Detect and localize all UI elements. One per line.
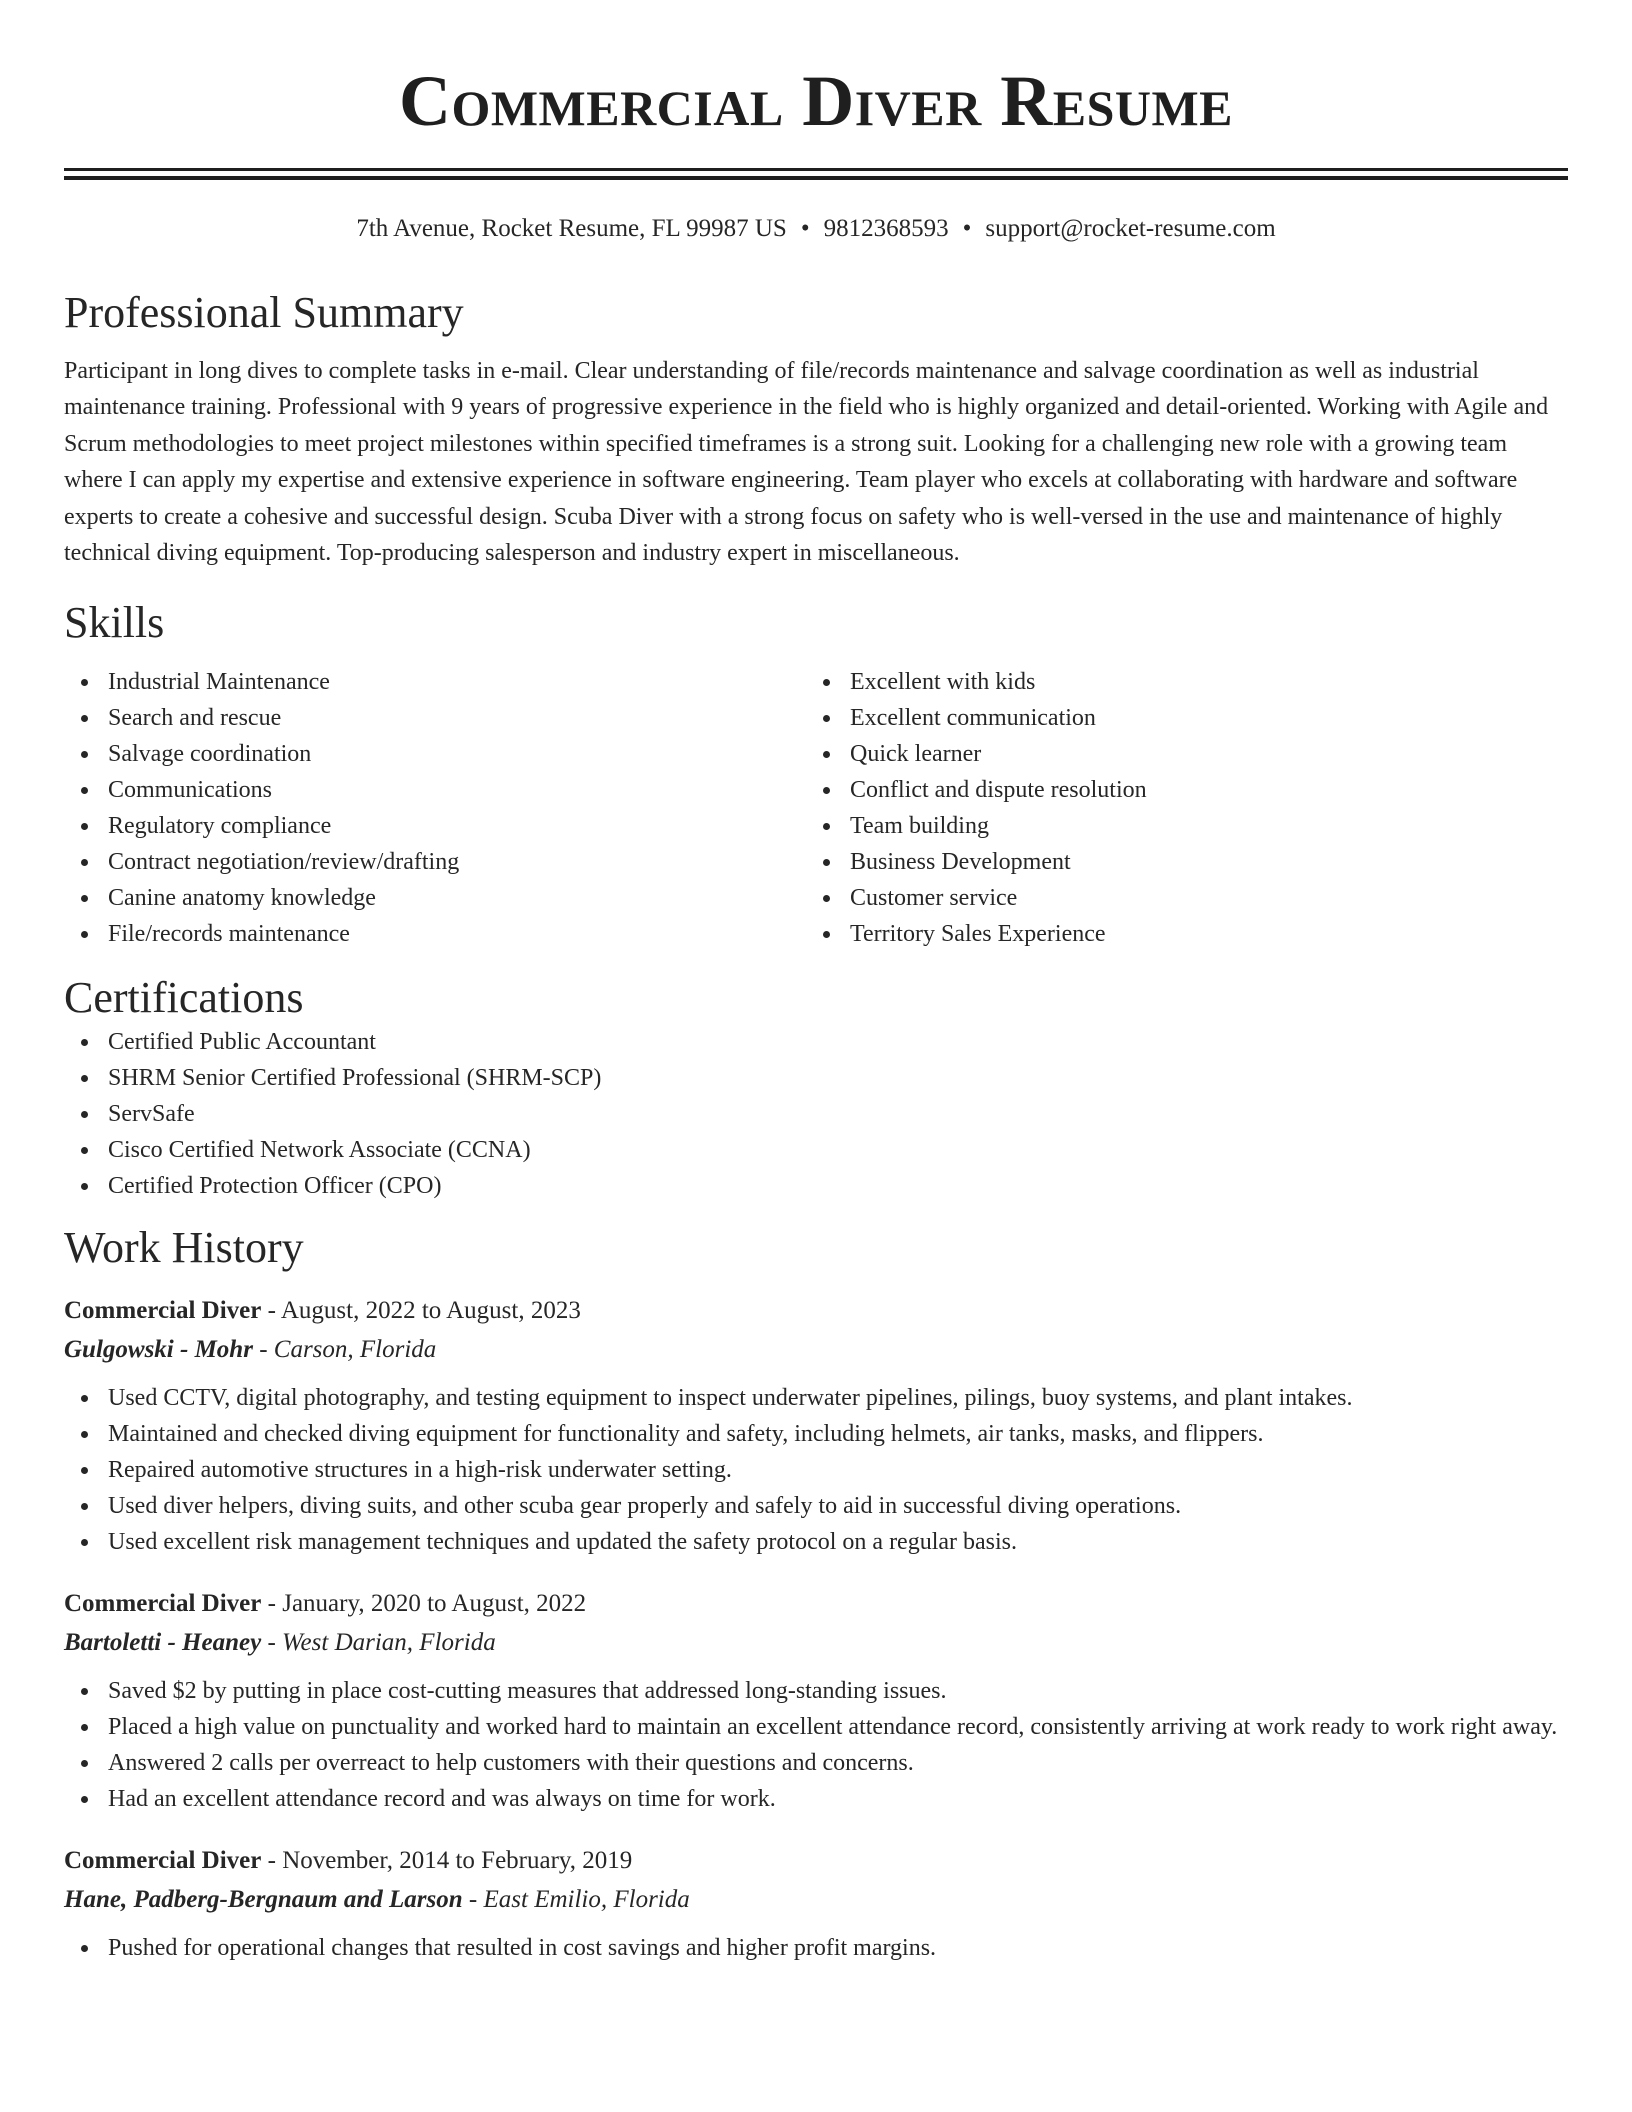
skill-item: Search and rescue — [64, 700, 806, 736]
job-title-line — [64, 1841, 1568, 1880]
job-duties-list — [64, 1673, 1568, 1817]
skill-item: Customer service — [806, 880, 1548, 916]
job-duty-item: Repaired automotive structures in a high-risk underwater setting. — [64, 1452, 1568, 1488]
job-entry — [64, 1841, 1568, 1966]
company-name: Hane, Padberg-Bergnaum and Larson — [64, 1886, 463, 1914]
certification-item: Certified Public Accountant — [64, 1024, 1568, 1060]
job-title: Commercial Diver — [64, 1297, 262, 1325]
skill-item: Regulatory compliance — [64, 808, 806, 844]
job-title: Commercial Diver — [64, 1590, 262, 1618]
certification-item: Certified Protection Officer (CPO) — [64, 1168, 1568, 1204]
job-duty-item: Saved $2 by putting in place cost-cutting measures that addressed long-standing issues. — [64, 1673, 1568, 1709]
job-duty-item: Used CCTV, digital photography, and testing equipment to inspect underwater pipelines, pilings, buoy systems, and plant intakes. — [64, 1380, 1568, 1416]
skill-item: Industrial Maintenance — [64, 664, 806, 700]
job-dates: - January, 2020 to August, 2022 — [261, 1590, 587, 1618]
skill-item: Canine anatomy knowledge — [64, 880, 806, 916]
skill-item: Excellent with kids — [806, 664, 1548, 700]
summary-heading: Professional Summary — [64, 288, 464, 337]
contact-separator: • — [962, 215, 972, 242]
job-title-line — [64, 1584, 1568, 1623]
resume-page — [64, 0, 1568, 1966]
company-line — [64, 1623, 1568, 1662]
company-line — [64, 1330, 1568, 1369]
work-history-heading: Work History — [64, 1223, 304, 1273]
resume-title: Commercial Diver Resume — [398, 61, 1234, 141]
contact-line — [64, 213, 1568, 245]
job-dates: - November, 2014 to February, 2019 — [261, 1847, 633, 1875]
certifications-heading: Certifications — [64, 973, 304, 1023]
certifications-list — [64, 1024, 1568, 1204]
certification-item: ServSafe — [64, 1096, 1568, 1132]
skill-item: Team building — [806, 808, 1548, 844]
contact-email[interactable]: support@rocket-resume.com — [985, 215, 1276, 242]
job-duty-item: Pushed for operational changes that resulted in cost savings and higher profit margins. — [64, 1930, 1568, 1966]
company-location: - West Darian, Florida — [261, 1629, 496, 1657]
skill-item: Quick learner — [806, 736, 1548, 772]
company-name: Gulgowski - Mohr — [64, 1336, 253, 1364]
job-title-line — [64, 1291, 1568, 1330]
job-dates: - August, 2022 to August, 2023 — [261, 1297, 581, 1325]
title-divider-bottom — [64, 176, 1568, 180]
job-duty-item: Maintained and checked diving equipment for functionality and safety, including helmets, air tanks, masks, and flippers. — [64, 1416, 1568, 1452]
company-location: - East Emilio, Florida — [462, 1886, 690, 1914]
skills-list-right — [806, 664, 1548, 952]
skill-item: Salvage coordination — [64, 736, 806, 772]
job-duty-item: Answered 2 calls per overreact to help customers with their questions and concerns. — [64, 1745, 1568, 1781]
skill-item: Excellent communication — [806, 700, 1548, 736]
contact-separator: • — [800, 215, 810, 242]
job-duties-list — [64, 1380, 1568, 1560]
company-location: - Carson, Florida — [252, 1336, 437, 1364]
contact-address: 7th Avenue, Rocket Resume, FL 99987 US — [356, 215, 787, 242]
certification-item: Cisco Certified Network Associate (CCNA) — [64, 1132, 1568, 1168]
certification-item: SHRM Senior Certified Professional (SHRM-SCP) — [64, 1060, 1568, 1096]
job-duty-item: Placed a high value on punctuality and worked hard to maintain an excellent attendance record, consistently arriving at work ready to work right away. — [64, 1709, 1568, 1745]
company-line — [64, 1880, 1568, 1919]
job-duty-item: Had an excellent attendance record and was always on time for work. — [64, 1781, 1568, 1817]
summary-text: Participant in long dives to complete tasks in e-mail. Clear understanding of file/records maintenance and salvage coordination as well as industrial maintenance training. Professional with 9 years of progressive experience in the field who is highly organized and detail-oriented. Working with Agile and Scrum methodologies to meet project milestones within specified timeframes is a strong suit. Looking for a challenging new role with a growing team where I can apply my expertise and extensive experience in software engineering. Team player who excels at collaborating with hardware and software experts to create a cohesive and successful design. Scuba Diver with a strong focus on safety who is well-versed in the use and maintenance of highly technical diving equipment. Top-producing salesperson and industry expert in miscellaneous. — [64, 358, 1549, 567]
skill-item: Territory Sales Experience — [806, 916, 1548, 952]
job-title: Commercial Diver — [64, 1847, 262, 1875]
job-duties-list — [64, 1930, 1568, 1966]
job-entry — [64, 1584, 1568, 1817]
contact-phone: 9812368593 — [823, 215, 949, 242]
job-duty-item: Used excellent risk management techniques and updated the safety protocol on a regular basis. — [64, 1524, 1568, 1560]
company-name: Bartoletti - Heaney — [64, 1629, 262, 1657]
title-divider-top — [64, 168, 1568, 171]
skill-item: Business Development — [806, 844, 1548, 880]
job-duty-item: Used diver helpers, diving suits, and other scuba gear properly and safely to aid in successful diving operations. — [64, 1488, 1568, 1524]
job-entry — [64, 1291, 1568, 1560]
skill-item: Contract negotiation/review/drafting — [64, 844, 806, 880]
skill-item: File/records maintenance — [64, 916, 806, 952]
skill-item: Conflict and dispute resolution — [806, 772, 1548, 808]
skill-item: Communications — [64, 772, 806, 808]
skills-columns — [64, 664, 1568, 952]
skills-heading: Skills — [64, 598, 165, 648]
skills-list-left — [64, 664, 806, 952]
